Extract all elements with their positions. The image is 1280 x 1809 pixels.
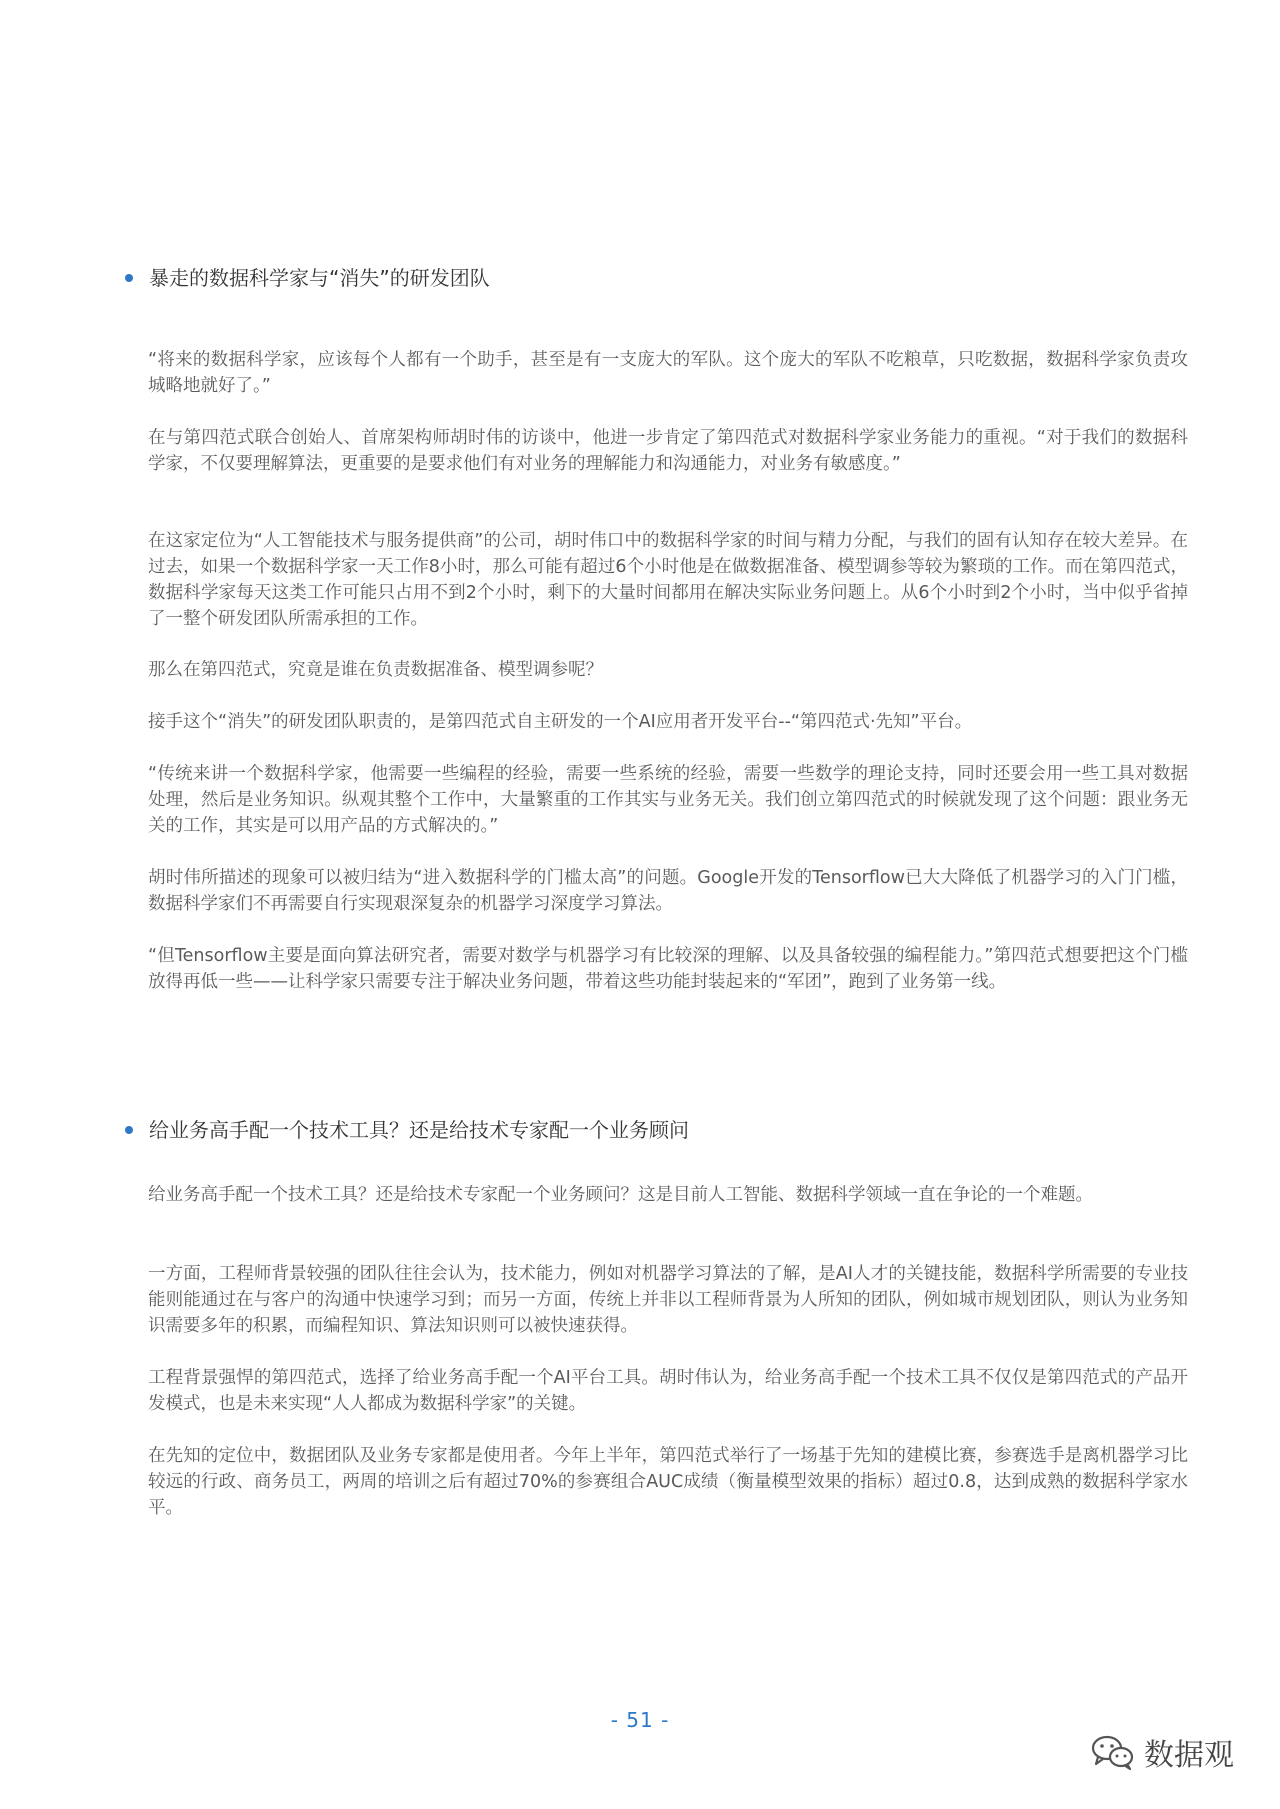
paragraph: 在先知的定位中，数据团队及业务专家都是使用者。今年上半年，第四范式举行了一场基于先知的建模比赛，参赛选手是离机器学习比较远的行政、商务员工，两周的培训之后有超过70%的参赛组合AUC成绩（衡量模型效果的指标）超过0.8，达到成熟的数据科学家水平。 <box>148 1446 1188 1518</box>
section-heading-1 <box>125 264 1185 292</box>
section-heading-2 <box>125 1116 1185 1144</box>
section-heading-1-text: 暴走的数据科学家与“消失”的研发团队 <box>149 266 490 290</box>
section-heading-2-text: 给业务高手配一个技术工具？还是给技术专家配一个业务顾问 <box>149 1118 689 1142</box>
wechat-icon <box>1090 1733 1136 1771</box>
paragraph: 那么在第四范式，究竟是谁在负责数据准备、模型调参呢？ <box>148 660 603 680</box>
watermark-text: 数据观 <box>1144 1738 1234 1773</box>
bullet-icon <box>125 1126 133 1134</box>
paragraph: “但Tensorflow主要是面向算法研究者，需要对数学与机器学习有比较深的理解、以及具备较强的编程能力。”第四范式想要把这个门槛放得再低一些——让科学家只需要专注于解决业务问题，带着这些功能封装起来的“军团”，跑到了业务第一线。 <box>148 946 1188 992</box>
paragraph: “传统来讲一个数据科学家，他需要一些编程的经验，需要一些系统的经验，需要一些数学的理论支持，同时还要会用一些工具对数据处理，然后是业务知识。纵观其整个工作中，大量繁重的工作其实与业务无关。我们创立第四范式的时候就发现了这个问题：跟业务无关的工作，其实是可以用产品的方式解决的。” <box>148 764 1188 836</box>
paragraph: 胡时伟所描述的现象可以被归结为“进入数据科学的门槛太高”的问题。Google开发的Tensorflow已大大降低了机器学习的入门门槛，数据科学家们不再需要自行实现艰深复杂的机器学习深度学习算法。 <box>148 868 1188 914</box>
paragraph: 工程背景强悍的第四范式，选择了给业务高手配一个AI平台工具。胡时伟认为，给业务高手配一个技术工具不仅仅是第四范式的产品开发模式，也是未来实现“人人都成为数据科学家”的关键。 <box>148 1368 1188 1414</box>
paragraph: 在与第四范式联合创始人、首席架构师胡时伟的访谈中，他进一步肯定了第四范式对数据科学家业务能力的重视。“对于我们的数据科学家，不仅要理解算法，更重要的是要求他们有对业务的理解能力和沟通能力，对业务有敏感度。” <box>148 428 1188 474</box>
paragraph: 给业务高手配一个技术工具？还是给技术专家配一个业务顾问？这是目前人工智能、数据科学领域一直在争论的一个难题。 <box>148 1185 1093 1205</box>
paragraph: 在这家定位为“人工智能技术与服务提供商”的公司，胡时伟口中的数据科学家的时间与精力分配，与我们的固有认知存在较大差异。在过去，如果一个数据科学家一天工作8小时，那么可能有超过6个小时他是在做数据准备、模型调参等较为繁琐的工作。而在第四范式，数据科学家每天这类工作可能只占用不到2个小时，剩下的大量时间都用在解决实际业务问题上。从6个小时到2个小时，当中似乎省掉了一整个研发团队所需承担的工作。 <box>148 531 1188 629</box>
paragraph: “将来的数据科学家，应该每个人都有一个助手，甚至是有一支庞大的军队。这个庞大的军队不吃粮草，只吃数据，数据科学家负责攻城略地就好了。” <box>148 350 1188 396</box>
bullet-icon <box>125 274 133 282</box>
watermark <box>1090 1732 1234 1772</box>
paragraph: 接手这个“消失”的研发团队职责的，是第四范式自主研发的一个AI应用者开发平台--“第四范式·先知”平台。 <box>148 712 973 732</box>
page-number: - 51 - <box>610 1708 670 1732</box>
paragraph: 一方面，工程师背景较强的团队往往会认为，技术能力，例如对机器学习算法的了解，是AI人才的关键技能，数据科学所需要的专业技能则能通过在与客户的沟通中快速学习到；而另一方面，传统上并非以工程师背景为人所知的团队，例如城市规划团队，则认为业务知识需要多年的积累，而编程知识、算法知识则可以被快速获得。 <box>148 1264 1188 1336</box>
